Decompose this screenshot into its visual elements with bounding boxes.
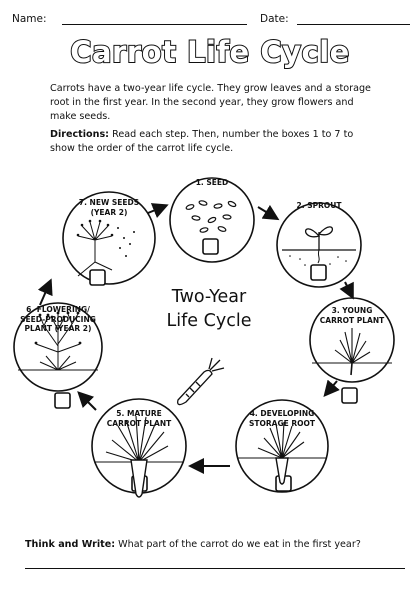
- answer-line[interactable]: [25, 568, 405, 569]
- center-caption: [150, 285, 268, 333]
- think-and-write: [25, 539, 405, 550]
- think-label: Think and Write:: [25, 539, 116, 550]
- carrot-icon: [178, 358, 224, 405]
- center-line-1: Two-Year: [171, 287, 247, 307]
- arrow-7-1: [148, 206, 165, 213]
- page-title: Carrot Life Cycle: [70, 35, 350, 69]
- arrow-3-4: [326, 381, 337, 394]
- intro-paragraph: Carrots have a two-year life cycle. They grow leaves and a storage root in the first year. In the second year, they grow flowers and make seeds.: [50, 83, 371, 123]
- stage-7-answer-box[interactable]: [90, 270, 105, 285]
- mature-carrot-plant-icon: [94, 416, 184, 497]
- stage-6-label: 6. FLOWERING/ SEED-PRODUCING PLANT (YEAR 2): [20, 305, 96, 333]
- stage-1-answer-box[interactable]: [203, 239, 218, 254]
- stage-2-answer-box[interactable]: [311, 265, 326, 280]
- stage-5-label: 5. MATURE CARROT PLANT: [106, 409, 172, 428]
- stage-4-label: 4. DEVELOPING STORAGE ROOT: [248, 409, 315, 428]
- arrow-5-6: [80, 394, 96, 410]
- name-label: Name:: [12, 13, 47, 25]
- stage-2-label: 2. SPROUT: [296, 201, 342, 210]
- center-line-2: Life Cycle: [166, 311, 252, 331]
- stage-3-label: 3. YOUNG CARROT PLANT: [319, 306, 385, 325]
- date-label: Date:: [260, 13, 289, 25]
- seeds-icon: [186, 200, 237, 233]
- stage-6-answer-box[interactable]: [55, 393, 70, 408]
- stage-1-label: 1. SEED: [195, 178, 229, 187]
- directions-label: Directions:: [50, 129, 110, 140]
- developing-root-icon: [238, 422, 326, 484]
- think-question: What part of the carrot do we eat in the first year?: [118, 539, 361, 550]
- sprout-icon: [282, 227, 356, 263]
- arrow-1-2: [258, 207, 276, 218]
- stage-3-answer-box[interactable]: [342, 388, 357, 403]
- arrow-2-3: [345, 282, 352, 296]
- stage-7-label: 7. NEW SEEDS (YEAR 2): [78, 198, 140, 217]
- seed-head-icon: [78, 222, 112, 276]
- directions-text: Read each step. Then, number the boxes 1 to 7 to show the order of the carrot life cycle.: [50, 129, 354, 155]
- arrow-6-7: [40, 282, 50, 305]
- young-carrot-plant-icon: [312, 328, 392, 375]
